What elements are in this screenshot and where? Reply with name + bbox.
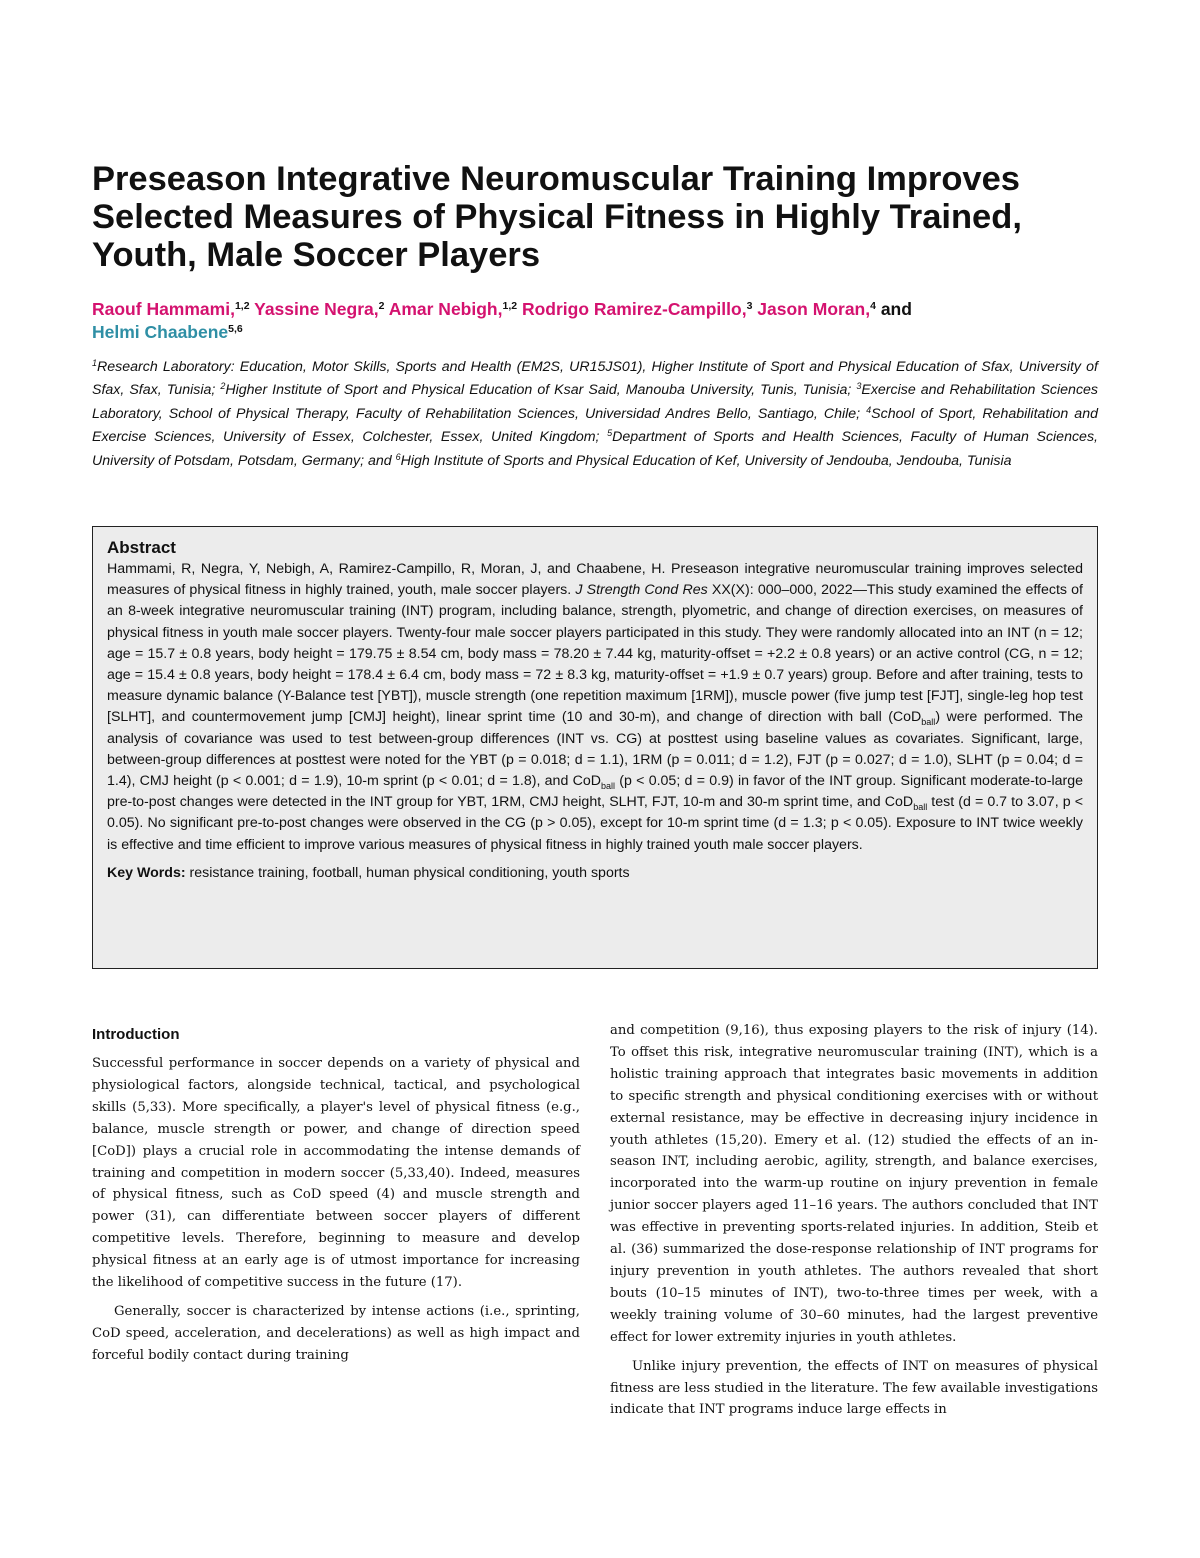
affiliation-text: Research Laboratory: Education, Motor Skills, Sports and Health (EM2S, UR15JS01), Higher Institute of Sport and Physical Education of Sfax, University of Sfax, Sfax, Tunisia;: [92, 359, 1098, 399]
abstract-text: test (d = 0.7 to 3.07, p < 0.05). No significant pre-to-post changes were observed in the CG (p > 0.05), except for 10-m sprint time (d = 1.3; p < 0.05). Exposure to INT twice weekly is effective and time efficient to improve various measures of physical fitness in highly trained youth male soccer players.: [107, 794, 1084, 853]
affiliation-text: Department of Sports and Health Sciences, Faculty of Human Sciences, University of Potsdam, Potsdam, Germany; and: [92, 429, 1098, 469]
body-column-left: [92, 1020, 580, 1367]
affiliation-text: High Institute of Sports and Physical Education of Kef, University of Jendouba, Jendouba, Tunisia: [400, 452, 1012, 469]
author-affiliation-marker: 4: [870, 300, 876, 312]
affiliation-marker: 4: [866, 404, 872, 415]
body-paragraph: and competition (9,16), thus exposing players to the risk of injury (14). To offset this risk, integrative neuromuscular training (INT), which is a holistic training approach that integrates basic movements in addition to specific strength and physical conditioning exercises with or without external resistance, may be effective in decreasing injury incidence in youth athletes (15,20). Emery et al. (12) studied the effects of an in-season INT, including aerobic, agility, strength, and balance exercises, incorporated into the warm-up routine on injury prevention in female junior soccer players aged 11–16 years. The authors concluded that INT was effective in preventing sports-related injuries. In addition, Steib et al. (36) summarized the dose-response relationship of INT programs for injury prevention in youth athletes. The authors revealed that short bouts (10–15 minutes of INT), two-to-three times per week, with a weekly training volume of 30–60 minutes, had the largest preventive effect for lower extremity injuries in youth athletes.: [610, 1023, 1098, 1345]
abstract-heading: Abstract: [107, 538, 176, 557]
affiliation-text: Exercise and Rehabilitation Sciences Laboratory, School of Physical Therapy, Faculty of Rehabilitation Sciences, Universidad Andres Bello, Santiago, Chile;: [92, 382, 1099, 422]
author-affiliation-marker: 3: [746, 300, 753, 312]
section-heading-introduction: Introduction: [92, 1026, 180, 1043]
author-name[interactable]: Helmi Chaabene: [92, 322, 229, 342]
author-name[interactable]: Amar Nebigh,: [388, 299, 503, 319]
affiliation-marker: 1: [92, 358, 98, 368]
author-affiliation-marker: 1,2: [234, 300, 250, 312]
author-affiliation-marker: 5,6: [228, 323, 243, 335]
author-conjunction: and: [880, 299, 912, 319]
abstract-text: 000–000, 2022—This study examined the effects of an 8-week integrative neuromuscular training (INT) program, including balance, strength, plyometric, and change of direction exercises, on measures of physical fitness in youth male soccer players. Twenty-four male soccer players participated in this study. They were randomly allocated into an INT (n = 12; age = 15.7 ± 0.8 years, body height = 179.75 ± 8.54 cm, body mass = 78.20 ± 7.44 kg, maturity-offset = +2.2 ± 0.8 years) or an active control (CG, n = 12; age = 15.4 ± 0.8 years, body height = 178.4 ± 6.4 cm, body mass = 72 ± 8.3 kg, maturity-offset = +1.9 ± 0.7 years) group. Before and after training, tests to measure dynamic balance (Y-Balance test [YBT]), muscle strength (one repetition maximum [1RM]), muscle power (five jump test [FJT], single-leg hop test [SLHT], and countermovement jump [CMJ] height), linear sprint time (10 and 30-m), and change of direction with ball (CoD: [107, 582, 1083, 726]
keywords-text: resistance training, football, human physical conditioning, youth sports: [189, 864, 630, 881]
keywords-label: Key Words:: [107, 864, 186, 881]
body-paragraph: Generally, soccer is characterized by intense actions (i.e., sprinting, CoD speed, acceleration, and decelerations) as well as high impact and forceful bodily contact during training: [92, 1303, 580, 1363]
journal-name: J Strength Cond Res: [575, 582, 708, 599]
abstract-box: [92, 526, 1098, 969]
body-column-right: [610, 1020, 1098, 1421]
affiliations: [92, 356, 1098, 473]
abstract-text: ) were performed. The analysis of covariance was used to test between-group differences (INT vs. CG) at posttest using baseline values as covariates. Significant, large, between-group differences at posttest were noted for the YBT (p = 0.018; d = 1.1), 1RM (p = 0.011; d = 1.2), FJT (p = 0.027; d = 1.0), SLHT (p = 0.04; d = 1.4), CMJ height (p < 0.001; d = 1.9), 10-m sprint (p < 0.01; d = 1.8), and CoD: [107, 709, 1083, 790]
author-name[interactable]: Rodrigo Ramirez-Campillo,: [521, 299, 747, 319]
subscript: ball: [921, 717, 936, 728]
keywords: [107, 863, 1083, 884]
journal-volume: XX(X):: [711, 582, 754, 599]
body-paragraph: Successful performance in soccer depends on a variety of physical and physiological factors, alongside technical, tactical, and psychological skills (5,33). More specifically, a player's level of physical fitness (e.g., balance, muscle strength or power, and change of direction speed [CoD]) plays a crucial role in accommodating the intense demands of training and competition in modern soccer (5,33,40). Indeed, measures of physical fitness, such as CoD speed (4) and muscle strength and power (31), can differentiate between soccer players of different competitive levels. Therefore, beginning to measure and develop physical fitness at an early age is of utmost importance for increasing the likelihood of competitive success in the future (17).: [92, 1056, 580, 1291]
abstract-text: (p < 0.05; d = 0.9) in favor of the INT group. Significant moderate-to-large pre-to-post changes were detected in the INT group for YBT, 1RM, CMJ height, SLHT, FJT, 10-m and 30-m sprint time, and CoD: [107, 773, 1084, 811]
author-name[interactable]: Yassine Negra,: [254, 299, 379, 319]
author-list: [92, 298, 1102, 344]
affiliation-text: School of Sport, Rehabilitation and Exercise Sciences, University of Essex, Colchester, Essex, United Kingdom;: [92, 405, 1098, 446]
author-name[interactable]: Jason Moran,: [757, 299, 871, 319]
affiliation-marker: 5: [607, 428, 613, 439]
affiliation-marker: 2: [220, 381, 226, 392]
subscript: ball: [913, 802, 928, 813]
paper-title: Preseason Integrative Neuromuscular Training Improves Selected Measures of Physical Fitness in Highly Trained, Youth, Male Soccer Players: [92, 160, 1022, 274]
subscript: ball: [601, 780, 616, 791]
affiliation-marker: 6: [395, 451, 401, 462]
abstract-body: [107, 559, 1083, 856]
abstract-citation: Hammami, R, Negra, Y, Nebigh, A, Ramirez-Campillo, R, Moran, J, and Chaabene, H. Preseason integrative neuromuscular training improves selected measures of physical fitness in highly trained, youth, male soccer players.: [107, 561, 1083, 599]
author-affiliation-marker: 1,2: [502, 300, 518, 312]
affiliation-marker: 3: [856, 381, 862, 392]
author-name[interactable]: Raouf Hammami,: [92, 299, 235, 319]
author-affiliation-marker: 2: [378, 300, 385, 312]
body-paragraph: Unlike injury prevention, the effects of INT on measures of physical fitness are less studied in the literature. The few available investigations indicate that INT programs induce large effects in: [610, 1358, 1098, 1418]
affiliation-text: Higher Institute of Sport and Physical Education of Ksar Said, Manouba University, Tunis, Tunisia;: [225, 382, 852, 399]
